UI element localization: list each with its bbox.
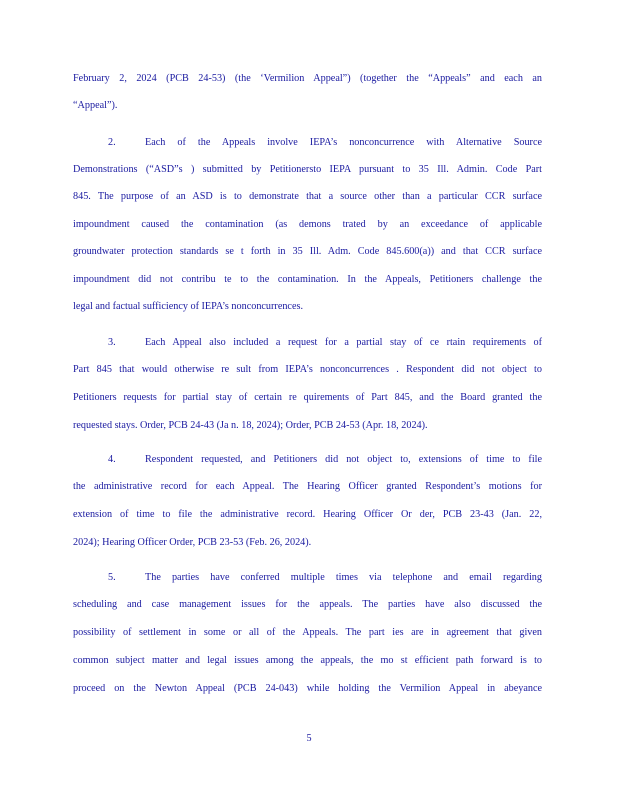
paragraph-number: 5. [108,572,116,583]
text-line: extension of time to file the administrative record. Hearing Officer Or der, PCB 23-43 (Jan. 22, [73,509,542,520]
text-line: February 2, 2024 (PCB 24-53) (the ‘Vermilion Appeal”) (together the “Appeals” and each an [73,73,542,84]
text-line: Each Appeal also included a request for a partial stay of ce rtain requirements of [145,337,542,348]
text-line: 845. The purpose of an ASD is to demonstrate that a source other than a particular CCR surface [73,191,542,202]
text-line: possibility of settlement in some or all of the Appeals. The part ies are in agreement that given [73,627,542,638]
text-line: 2024); Hearing Officer Order, PCB 23-53 (Feb. 26, 2024). [73,537,312,548]
text-line: impoundment did not contribu te to the contamination. In the Appeals, Petitioners challenge the [73,274,542,285]
text-line: common subject matter and legal issues among the appeals, the mo st efficient path forward is to [73,655,542,666]
text-line: groundwater protection standards se t forth in 35 Ill. Adm. Code 845.600(a)) and that CCR surface [73,246,542,257]
text-line: legal and factual sufficiency of IEPA’s nonconcurrences. [73,301,303,312]
text-line: “Appeal”). [73,100,118,111]
text-line: Petitioners requests for partial stay of certain re quirements of Part 845, and the Board granted the [73,392,542,403]
text-line: impoundment caused the contamination (as demons trated by an exceedance of applicable [73,219,542,230]
text-line: Respondent requested, and Petitioners did not object to, extensions of time to file [145,454,542,465]
text-line: The parties have conferred multiple times via telephone and email regarding [145,572,542,583]
text-line: Each of the Appeals involve IEPA’s nonconcurrence with Alternative Source [145,137,542,148]
text-line: Demonstrations (“ASD”s ) submitted by Petitionersto IEPA pursuant to 35 Ill. Admin. Code Part [73,164,542,175]
text-line: Part 845 that would otherwise re sult from IEPA’s nonconcurrences . Respondent did not object to [73,364,542,375]
paragraph-number: 3. [108,337,116,348]
paragraph-number: 4. [108,454,116,465]
text-line: the administrative record for each Appeal. The Hearing Officer granted Respondent’s motions for [73,481,542,492]
paragraph-number: 2. [108,137,116,148]
text-line: requested stays. Order, PCB 24-43 (Ja n. 18, 2024); Order, PCB 24-53 (Apr. 18, 2024). [73,420,428,431]
text-line: proceed on the Newton Appeal (PCB 24-043) while holding the Vermilion Appeal in abeyance [73,683,542,694]
text-line: scheduling and case management issues for the appeals. The parties have also discussed the [73,599,542,610]
page-number: 5 [306,733,312,744]
